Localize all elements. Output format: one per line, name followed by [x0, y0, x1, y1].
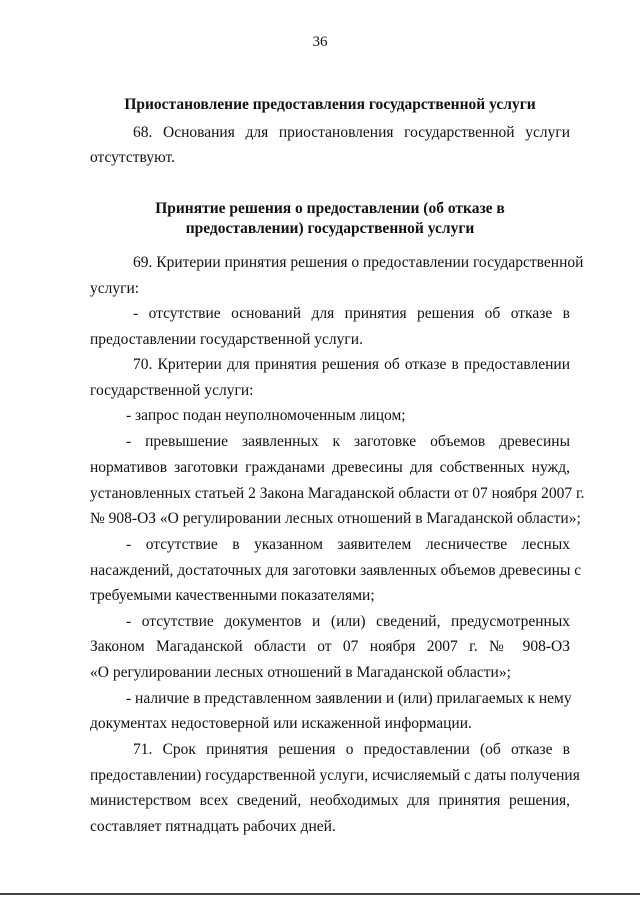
paragraph-71-line: министерством всех сведений, необходимых для принятия решения, — [90, 792, 570, 809]
section-heading-suspension: Приостановление предоставления государственной услуги — [124, 96, 536, 113]
paragraph-70-item-2-line: - превышение заявленных к заготовке объемов древесины — [126, 433, 570, 450]
paragraph-70-item-3-line: - отсутствие в указанном заявителем лесничестве лесных — [126, 536, 570, 553]
paragraph-71-line: составляет пятнадцать рабочих дней. — [90, 818, 336, 835]
section-heading-decision: предоставлении) государственной услуги — [185, 220, 475, 237]
paragraph-69-item-line: - отсутствие оснований для принятия решения об отказе в — [133, 305, 570, 322]
bottom-rule — [0, 893, 640, 895]
paragraph-70-item-5-line: документах недостоверной или искаженной информации. — [90, 715, 472, 732]
paragraph-70-item-5-line: - наличие в представленном заявлении и (или) прилагаемых к нему — [126, 690, 572, 707]
paragraph-69-line: 69. Критерии принятия решения о предоставлении государственной — [133, 254, 584, 271]
paragraph-70-item-2-line: установленных статьей 2 Закона Магаданской области от 07 ноября 2007 г. — [90, 485, 585, 502]
paragraph-70-line: 70. Критерии для принятия решения об отказе в предоставлении — [133, 356, 570, 373]
paragraph-69-line: услуги: — [90, 280, 140, 297]
paragraph-70-item-2-line: № 908-ОЗ «О регулировании лесных отношений в Магаданской области»; — [90, 510, 581, 527]
paragraph-69-item-line: предоставлении государственной услуги. — [90, 331, 363, 348]
paragraph-70-item-4-line: «О регулировании лесных отношений в Магаданской области»; — [90, 664, 511, 681]
paragraph-68-line: отсутствуют. — [90, 149, 175, 166]
section-heading-decision: Принятие решения о предоставлении (об отказе в — [155, 200, 505, 217]
page-number: 36 — [312, 34, 328, 50]
paragraph-70-item-3-line: требуемыми качественными показателями; — [90, 587, 375, 604]
paragraph-71-line: 71. Срок принятия решения о предоставлении (об отказе в — [133, 741, 570, 758]
paragraph-70-item-4-line: - отсутствие документов и (или) сведений, предусмотренных — [126, 613, 570, 630]
paragraph-71-line: предоставлении) государственной услуги, исчисляемый с даты получения — [90, 767, 580, 784]
paragraph-70-item-4-line: Законом Магаданской области от 07 ноября 2007 г. № 908-ОЗ — [90, 638, 570, 655]
paragraph-68-line: 68. Основания для приостановления государственной услуги — [133, 124, 570, 141]
paragraph-70-line: государственной услуги: — [90, 382, 254, 399]
paragraph-70-item-2-line: нормативов заготовки гражданами древесины для собственных нужд, — [90, 459, 570, 476]
paragraph-70-item-1: - запрос подан неуполномоченным лицом; — [126, 407, 406, 424]
paragraph-70-item-3-line: насаждений, достаточных для заготовки заявленных объемов древесины с — [90, 562, 582, 579]
